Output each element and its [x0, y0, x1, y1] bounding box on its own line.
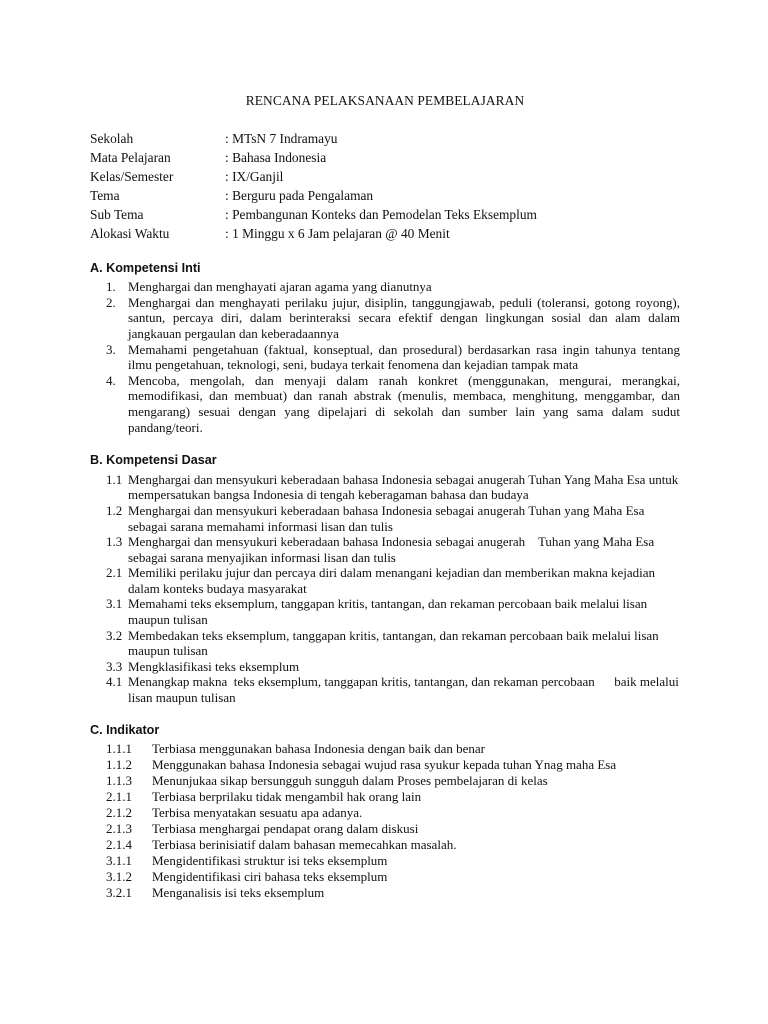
list-item-text: Terbiasa menggunakan bahasa Indonesia dengan baik dan benar — [152, 741, 485, 757]
list-item-number: 2.1.3 — [106, 821, 132, 837]
list-item — [90, 757, 680, 773]
identity-row-alokasi-waktu — [90, 224, 680, 243]
list-item-text: Menunjukaa sikap bersungguh sungguh dalam Proses pembelajaran di kelas — [152, 773, 548, 789]
identity-row-sub-tema — [90, 205, 680, 224]
list-item — [90, 821, 680, 837]
list-item-text: Mengklasifikasi teks eksemplum — [128, 658, 300, 674]
identity-table — [90, 129, 680, 243]
identity-value: : Berguru pada Pengalaman — [225, 187, 374, 203]
list-item — [90, 565, 680, 596]
list-item-number: 1.1 — [106, 471, 123, 487]
list-item — [90, 279, 680, 295]
identity-row-tema — [90, 186, 680, 205]
list-item-number: 1.2 — [106, 502, 123, 518]
list-item — [90, 885, 680, 901]
list-item-text: Mencoba, mengolah, dan menyaji dalam ranah konkret (menggunakan, mengurai, merangkai, memodifikasi, dan membuat) dan ranah abstrak (menulis, membaca, menghitung, menggambar, dan mengarang) sesuai dengan yang dipelajari di sekolah dan sumber lain yang sama dalam sudut pandang/teori. — [128, 372, 680, 435]
list-item — [90, 773, 680, 789]
identity-label: Tema — [90, 187, 120, 203]
list-item-number: 1.1.1 — [106, 741, 132, 757]
list-item-text: Menganalisis isi teks eksemplum — [152, 885, 325, 901]
identity-value: : 1 Minggu x 6 Jam pelajaran @ 40 Menit — [225, 225, 450, 241]
kompetensi-inti-list — [90, 279, 680, 435]
list-item — [90, 674, 683, 706]
identity-value: : MTsN 7 Indramayu — [225, 130, 338, 146]
list-item-number: 3.1.1 — [106, 853, 132, 869]
list-item-number: 2.1.4 — [106, 837, 132, 853]
list-item-number: 4.1 — [106, 674, 123, 690]
list-item-number: 3. — [106, 341, 116, 357]
document-title: RENCANA PELAKSANAAN PEMBELAJARAN — [245, 93, 525, 108]
list-item-text: Terbiasa menghargai pendapat orang dalam diskusi — [152, 821, 419, 837]
list-item — [90, 805, 680, 821]
list-item — [90, 837, 680, 853]
list-item-text: Menangkap makna teks eksemplum, tanggapan kritis, tantangan, dan rekaman percobaan baik melalui lisan maupun tulisan — [128, 674, 683, 706]
section-heading-indikator: C. Indikator — [90, 722, 160, 737]
list-item-number: 3.1 — [106, 596, 123, 612]
identity-row-kelas-semester — [90, 167, 680, 186]
list-item — [90, 596, 680, 627]
list-item — [90, 472, 680, 503]
list-item — [90, 789, 680, 805]
identity-row-sekolah — [90, 129, 680, 148]
list-item — [90, 659, 680, 675]
list-item-number: 1.1.3 — [106, 773, 132, 789]
list-item-number: 1.1.2 — [106, 757, 132, 773]
list-item — [90, 534, 680, 565]
identity-row-mata-pelajaran — [90, 148, 680, 167]
list-item — [90, 342, 680, 373]
list-item-text: Memahami pengetahuan (faktual, konseptual, dan prosedural) berdasarkan rasa ingin tahunya tentang ilmu pengetahuan, teknologi, seni, budaya terkait fenomena dan kejadian tampak mata — [128, 341, 680, 373]
identity-label: Sekolah — [90, 130, 134, 146]
list-item-text: Mengidentifikasi ciri bahasa teks eksemplum — [152, 869, 388, 885]
list-item — [90, 503, 680, 534]
list-item-text: Menghargai dan mensyukuri keberadaan bahasa Indonesia sebagai anugerah Tuhan yang Maha Esa sebagai sarana menyajikan informasi lisan dan tulis — [128, 534, 658, 565]
identity-label: Mata Pelajaran — [90, 149, 171, 165]
list-item — [90, 869, 680, 885]
list-item-text: Menghargai dan mensyukuri keberadaan bahasa Indonesia sebagai anugerah Tuhan Yang Maha Esa untuk mempersatukan bangsa Indonesia di tengah keberagaman bahasa dan budaya — [128, 471, 679, 503]
list-item-number: 2.1.2 — [106, 805, 132, 821]
list-item-text: Menggunakan bahasa Indonesia sebagai wujud rasa syukur kepada tuhan Ynag maha Esa — [152, 757, 617, 773]
indikator-list — [90, 741, 680, 901]
list-item-text: Menghargai dan menghayati ajaran agama yang dianutnya — [128, 279, 432, 295]
list-item-text: Memiliki perilaku jujur dan percaya diri dalam menangani kejadian dan memberikan makna kejadian dalam konteks budaya masyarakat — [128, 565, 656, 596]
list-item-text: Menghargai dan menghayati perilaku jujur, disiplin, tanggungjawab, peduli (toleransi, gotong royong), santun, percaya diri, dalam berinteraksi secara efektif dengan lingkungan sosial dan alam dalam jangkauan pergaulan dan keberadaannya — [128, 294, 680, 341]
list-item-text: Terbisa menyatakan sesuatu apa adanya. — [152, 805, 363, 821]
list-item-text: Terbiasa berprilaku tidak mengambil hak orang lain — [152, 789, 422, 805]
list-item — [90, 295, 680, 342]
list-item-number: 1.3 — [106, 534, 123, 550]
list-item-text: Memahami teks eksemplum, tanggapan kritis, tantangan, dan rekaman percobaan baik melalui lisan maupun tulisan — [128, 596, 648, 628]
section-heading-kompetensi-dasar: B. Kompetensi Dasar — [90, 453, 217, 468]
list-item — [90, 853, 680, 869]
list-item — [90, 628, 680, 659]
list-item-number: 4. — [106, 372, 116, 388]
identity-label: Kelas/Semester — [90, 168, 174, 184]
list-item-number: 3.2 — [106, 627, 123, 643]
list-item-text: Terbiasa berinisiatif dalam bahasan memecahkan masalah. — [152, 837, 457, 853]
kompetensi-dasar-list — [90, 471, 683, 706]
identity-label: Alokasi Waktu — [90, 225, 170, 241]
list-item-text: Menghargai dan mensyukuri keberadaan bahasa Indonesia sebagai anugerah Tuhan yang Maha Esa sebagai sarana memahami informasi lisan dan tulis — [128, 502, 645, 534]
list-item-number: 3.3 — [106, 658, 123, 674]
list-item — [90, 741, 680, 757]
list-item-number: 2.1 — [106, 565, 123, 581]
identity-value: : Pembangunan Konteks dan Pemodelan Teks Eksemplum — [225, 206, 537, 222]
list-item-number: 3.2.1 — [106, 885, 132, 901]
list-item-number: 1. — [106, 279, 116, 295]
list-item-number: 2. — [106, 294, 116, 310]
list-item-text: Membedakan teks eksemplum, tanggapan kritis, tantangan, dan rekaman percobaan baik melalui lisan maupun tulisan — [128, 627, 659, 659]
section-heading-kompetensi-inti: A. Kompetensi Inti — [90, 260, 201, 275]
list-item-number: 3.1.2 — [106, 869, 132, 885]
list-item-text: Mengidentifikasi struktur isi teks eksemplum — [152, 853, 388, 869]
identity-value: : IX/Ganjil — [225, 168, 284, 184]
identity-value: : Bahasa Indonesia — [225, 149, 327, 165]
identity-label: Sub Tema — [90, 206, 144, 222]
list-item — [90, 373, 680, 435]
list-item-number: 2.1.1 — [106, 789, 132, 805]
